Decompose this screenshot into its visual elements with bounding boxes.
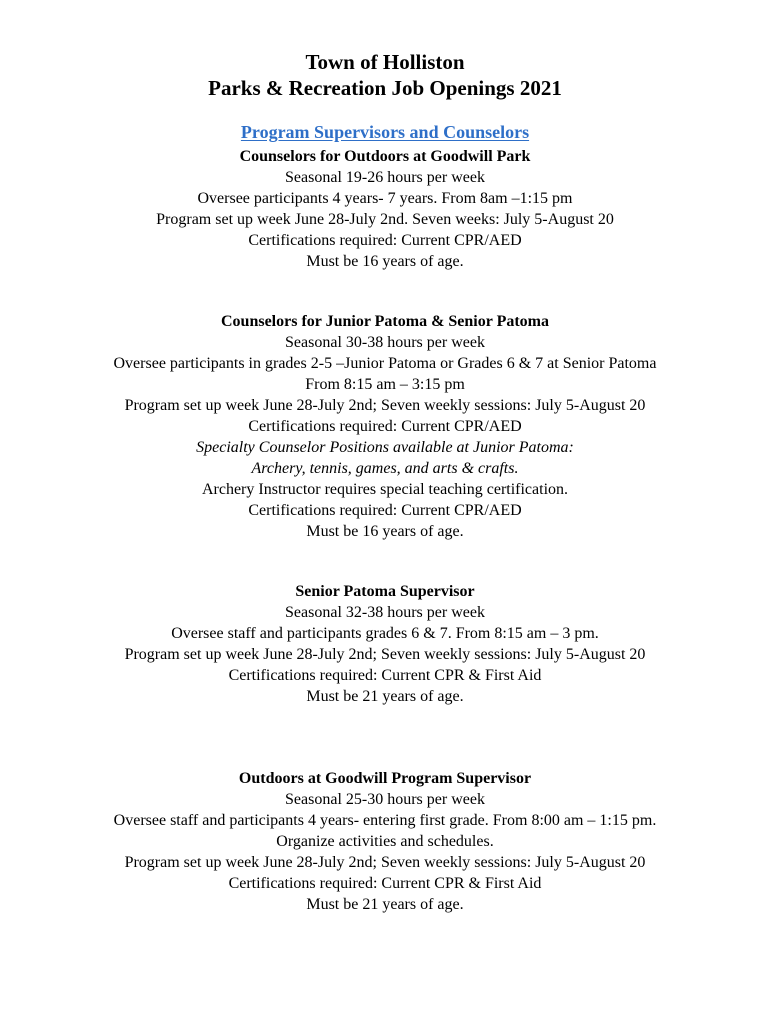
job-detail-line: Oversee participants in grades 2-5 –Junior Patoma or Grades 6 & 7 at Senior Patoma <box>113 355 657 372</box>
job-title: Counselors for Junior Patoma & Senior Patoma <box>221 313 549 330</box>
job-detail-line: Must be 16 years of age. <box>306 523 464 540</box>
job-detail-line: Program set up week June 28-July 2nd. Seven weeks: July 5-August 20 <box>156 211 614 228</box>
job-detail-line: Must be 21 years of age. <box>306 688 464 705</box>
job-detail-line: Certifications required: Current CPR/AED <box>248 232 522 249</box>
job-title: Senior Patoma Supervisor <box>295 583 475 600</box>
job-detail-line: Must be 21 years of age. <box>306 896 464 913</box>
job-detail-line: Seasonal 32-38 hours per week <box>285 604 485 621</box>
job-title: Outdoors at Goodwill Program Supervisor <box>238 770 532 787</box>
section-heading-link[interactable]: Program Supervisors and Counselors <box>240 122 530 142</box>
job-listing <box>0 581 770 707</box>
job-title: Counselors for Outdoors at Goodwill Park <box>239 148 531 165</box>
title-job-openings: Parks & Recreation Job Openings 2021 <box>208 76 562 100</box>
job-detail-line: Program set up week June 28-July 2nd; Seven weekly sessions: July 5-August 20 <box>124 397 646 414</box>
job-detail-line: Program set up week June 28-July 2nd; Seven weekly sessions: July 5-August 20 <box>124 854 646 871</box>
job-detail-line: Seasonal 25-30 hours per week <box>285 791 485 808</box>
job-detail-line: Certifications required: Current CPR & First Aid <box>228 667 542 684</box>
job-detail-line: Certifications required: Current CPR/AED <box>248 418 522 435</box>
job-detail-line: Archery Instructor requires special teaching certification. <box>201 481 569 498</box>
job-detail-line: Program set up week June 28-July 2nd; Seven weekly sessions: July 5-August 20 <box>124 646 646 663</box>
job-detail-line: Must be 16 years of age. <box>306 253 464 270</box>
job-detail-line: Oversee staff and participants 4 years- entering first grade. From 8:00 am – 1:15 pm. <box>113 812 657 829</box>
title-town: Town of Holliston <box>305 50 465 74</box>
job-listing <box>0 768 770 915</box>
job-detail-line: Specialty Counselor Positions available at Junior Patoma: <box>196 439 574 456</box>
document-title <box>0 49 770 101</box>
job-detail-line: Oversee participants 4 years- 7 years. From 8am –1:15 pm <box>197 190 573 207</box>
job-listing <box>0 146 770 272</box>
job-listing <box>0 311 770 542</box>
job-detail-line: From 8:15 am – 3:15 pm <box>305 376 465 393</box>
job-detail-line: Archery, tennis, games, and arts & crafts. <box>251 460 519 477</box>
job-detail-line: Certifications required: Current CPR/AED <box>248 502 522 519</box>
job-detail-line: Seasonal 19-26 hours per week <box>285 169 485 186</box>
job-detail-line: Seasonal 30-38 hours per week <box>285 334 485 351</box>
job-detail-line: Oversee staff and participants grades 6 & 7. From 8:15 am – 3 pm. <box>171 625 599 642</box>
job-detail-line: Organize activities and schedules. <box>276 833 494 850</box>
job-detail-line: Certifications required: Current CPR & First Aid <box>228 875 542 892</box>
